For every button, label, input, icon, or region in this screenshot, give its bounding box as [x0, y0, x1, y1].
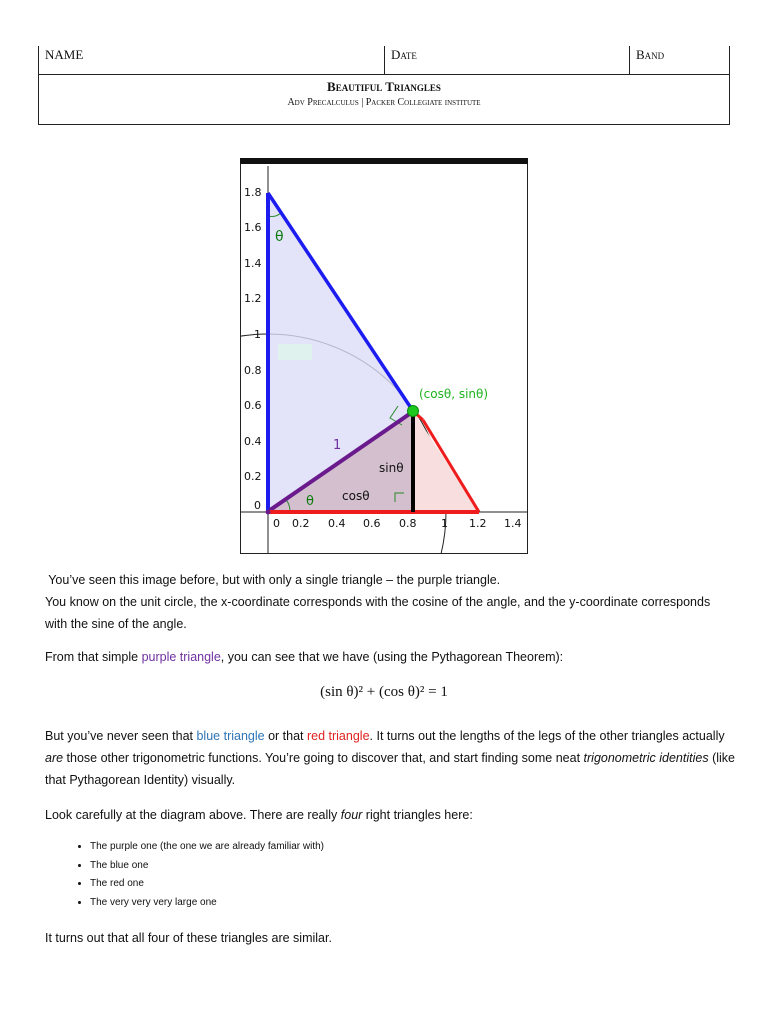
y-tick-1.8: 1.8	[244, 186, 262, 199]
p3-text-b: , you can see that we have (using the Pythagorean Theorem):	[220, 650, 564, 664]
p4-text-e: (like that Pythagorean Identity) visually.	[45, 751, 735, 787]
p5-text-b: right triangles here:	[362, 808, 473, 822]
x-tick-0.4: 0.4	[328, 517, 346, 530]
x-tick-1: 1	[441, 517, 448, 530]
triangle-diagram	[240, 158, 528, 554]
y-tick-0: 0	[254, 499, 261, 512]
cos-label: cosθ	[342, 489, 370, 503]
x-tick-1.2: 1.2	[469, 517, 487, 530]
header-row	[39, 46, 729, 75]
intro-sentence: You’ve seen this image before, but with only a single triangle – the purple triangle.	[45, 573, 501, 587]
are-emphasis: are	[45, 751, 64, 765]
y-tick-1: 1	[254, 328, 261, 341]
name-cell: NAME	[45, 47, 84, 62]
sin-label: sinθ	[379, 461, 404, 475]
diagram-top-bar	[240, 158, 528, 164]
list-item: • The blue one	[90, 857, 324, 876]
theta-label-bottom: θ	[306, 494, 314, 509]
x-tick-0.6: 0.6	[363, 517, 381, 530]
p4-text-d: those other trigonometric functions. You’re going to discover that, and start finding some neat	[63, 751, 584, 765]
point-label: (cosθ, sinθ)	[419, 387, 489, 401]
y-tick-0.2: 0.2	[244, 470, 262, 483]
band-cell: Band	[629, 46, 731, 74]
list-item: • The very very very large one	[90, 894, 324, 913]
paragraph-conclusion: It turns out that all four of these triangles are similar.	[45, 931, 332, 945]
y-tick-1.2: 1.2	[244, 292, 262, 305]
header-table	[38, 46, 730, 125]
y-tick-0.4: 0.4	[244, 435, 262, 448]
p3-text-a: From that simple	[45, 650, 142, 664]
x-tick-0.8: 0.8	[399, 517, 417, 530]
paragraph-four-triangles	[45, 804, 735, 826]
highlight-patch	[278, 344, 312, 360]
p4-text-a: But you’ve never seen that	[45, 729, 197, 743]
paragraph-pythagorean	[45, 646, 735, 668]
y-tick-0.8: 0.8	[244, 364, 262, 377]
hypotenuse-one-label: 1	[333, 438, 342, 453]
triangle-list	[62, 838, 324, 912]
blue-triangle-phrase: blue triangle	[196, 729, 265, 743]
trig-identities-emphasis: trigonometric identities	[583, 751, 709, 765]
paragraph-other-triangles	[45, 725, 735, 791]
theta-label-top: θ	[275, 229, 284, 245]
pythagorean-identity-equation: (sin θ)² + (cos θ)² = 1	[320, 684, 448, 700]
red-triangle-phrase: red triangle	[306, 729, 370, 743]
p5-text-a: Look carefully at the diagram above. There are really	[45, 808, 341, 822]
x-tick-0.2: 0.2	[292, 517, 310, 530]
y-tick-1.6: 1.6	[244, 221, 262, 234]
four-emphasis: four	[340, 808, 363, 822]
origin-point	[266, 510, 271, 515]
p4-text-b: or that	[264, 729, 307, 743]
unit-circle-sentence: You know on the unit circle, the x-coordinate corresponds with the cosine of the angle, and the y-coordinate corresponds with the sine of the angle.	[45, 595, 711, 631]
paragraph-intro	[45, 569, 735, 635]
y-tick-0.6: 0.6	[244, 399, 262, 412]
y-tick-1.4: 1.4	[244, 257, 262, 270]
x-tick-1.4: 1.4	[504, 517, 522, 530]
worksheet-subtitle: Adv Precalculus | Packer Collegiate institute	[287, 97, 481, 108]
purple-triangle-phrase: purple triangle	[141, 650, 221, 664]
worksheet-title: Beautiful Triangles	[327, 79, 441, 94]
x-tick-0: 0	[273, 517, 280, 530]
p4-text-c: . It turns out the lengths of the legs of the other triangles actually	[369, 729, 725, 743]
date-cell: Date	[384, 46, 629, 74]
list-item: • The red one	[90, 875, 324, 894]
list-item: • The purple one (the one we are already familiar with)	[90, 838, 324, 857]
cos-sin-point	[408, 406, 419, 417]
